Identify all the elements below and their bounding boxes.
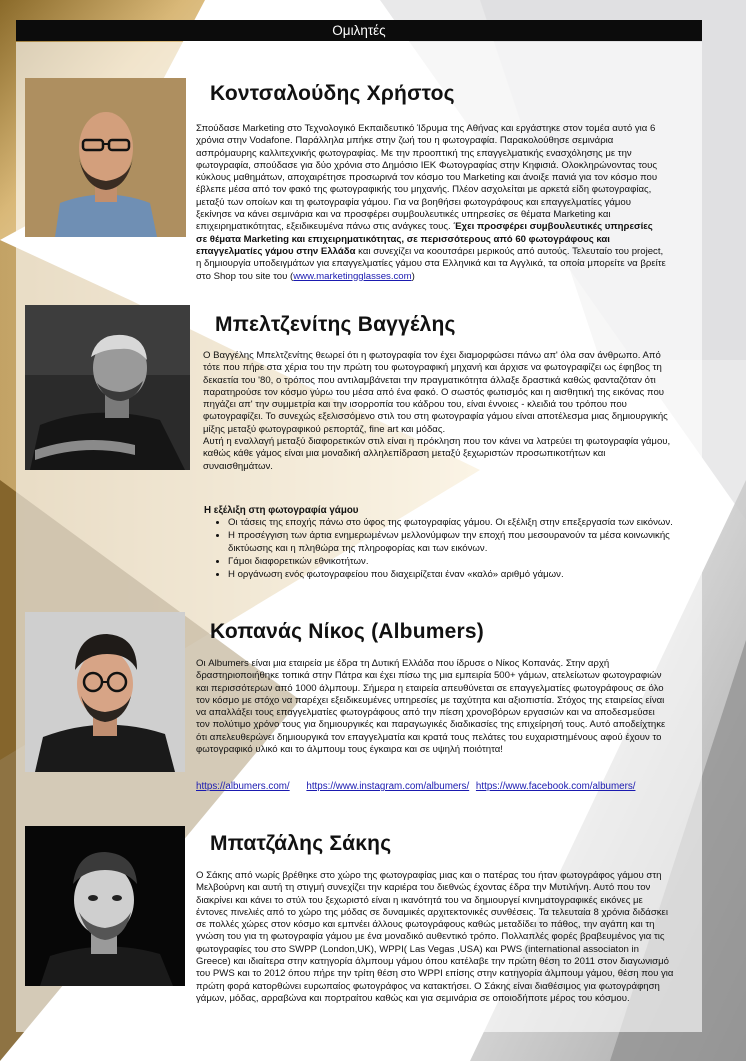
speaker-links — [196, 781, 649, 792]
speaker-photo-kontsaloudis — [25, 78, 186, 237]
bio-text: Αυτή η εναλλαγή μεταξύ διαφορετικών στιλ είναι η πρόκληση που τον κάνει να λατρεύει τη φωτογραφία γάμου, καθώς κάθε γάμος είναι μια μοναδική αλληλεπίδραση μεταξύ ξεχωριστών προσωπικοτήτων και συναισθημάτων. — [203, 436, 671, 472]
bio-text: ) — [411, 270, 415, 282]
list-item: • Η προσέγγιση των άρτια ενημερωμένων μελλονύμφων την εποχή που μεσουρανούν τα μέσα κοινωνικής δικτύωσης και η πληθώρα της πληροφορίας και των εικόνων. — [228, 530, 682, 555]
page-title: Ομιλητές — [16, 20, 702, 41]
speaker-name: Μπατζάλης Σάκης — [210, 832, 392, 855]
speaker-bio: Ο Σάκης από νωρίς βρέθηκε στο χώρο της φωτογραφίας μιας και ο πατέρας του ήταν φωτογράφος γάμου στη Μελβούρνη και αυτή τη στιγμή συνεχίζει την καριέρα του διεθνώς έχοντας έδρα την Μυτιλήνη. Αυτό που τον διακρίνει και κάνει το στύλ του ξεχωριστό είναι η ικανότητά του να δημιουργεί κινηματογραφικές εικόνες με έντονες πινελιές από το χώρο της μόδας σε δυναμικές αρχιτεκτονικές συνθέσεις. Τα τελευταία 8 χρόνια διδάσκει σε πολλές χώρες στον κόσμο και εμπνέει άλλους φωτογράφους καθώς μεταδίδει το πάθος, την αγάπη και τη γνώση του για τη φωτογραφία γάμου με ένα μοναδικό αυθεντικό τρόπο. Πολλαπλές φορές βραβευμένος για τις φωτογραφίες του στο SWPP (London,UK), WPPI( Las Vegas ,USA) και PWS (international associaton in Greece) και ιδιαίτερα στην κατηγορία άλμπουμ γάμου όπου κατέλαβε την πρώτη θέση το 2011 στον διαγωνισμό του PWS και το 2012 όπου πήρε την τρίτη θέση στο WPPI επίσης στην κατηγορία άλμπουμ γάμου, θέση που για πρώτη φορά κατορθώνει ευρωπαίος φωτογράφος να κατακτήσει. Ο Σάκης είναι διαθέσιμος για φωτογράφηση γάμων, μόδας, αρραβώνα και πορτραίτου καθώς και για σεμινάρια σε οποιοδήποτε μέρος του κόσμου. — [196, 870, 674, 1004]
speaker-name: Κοπανάς Νίκος (Albumers) — [210, 620, 484, 643]
speaker-photo-batzalis — [25, 826, 185, 986]
speaker-photo-beltzenitis — [25, 305, 190, 470]
bio-text: και συνεχίζει να κοουτσάρει μερικούς από αυτούς. Τελευταίο του project, η δημιουργία υποδειγμάτων για επαγγελματίες γάμου στα Ελληνικά και τα Αγγλικά, τα οποία μπορείτε να βρείτε στο Shop του site του ( — [196, 245, 666, 282]
speaker-name: Μπελτζενίτης Βαγγέλης — [215, 313, 456, 336]
website-link[interactable]: www.marketingglasses.com — [293, 270, 412, 282]
speaker-bio — [196, 123, 666, 283]
topic-list — [214, 517, 682, 582]
facebook-link[interactable]: https://www.facebook.com/albumers/ — [475, 781, 636, 792]
speaker-bio — [203, 350, 673, 473]
list-item: • Γάμοι διαφορετικών εθνικοτήτων. — [228, 556, 682, 568]
instagram-link[interactable]: https://www.instagram.com/albumers/ — [306, 781, 470, 792]
bio-highlight: Έχει προσφέρει συμβουλευτικές υπηρεσίες σε θέματα Marketing και επιχειρηματικότητας, σε περισσότερους από 60 φωτογράφους και επαγγελματίες γάμου στην Ελλάδα — [196, 221, 653, 257]
topic-heading: Η εξέλιξη στη φωτογραφία γάμου — [204, 505, 359, 516]
albumers-website-link[interactable]: https://albumers.com/ — [196, 781, 290, 792]
list-item: • Οι τάσεις της εποχής πάνω στο ύφος της φωτογραφίας γάμου. Οι εξέλιξη στην επεξεργασία των εικόνων. — [228, 517, 682, 529]
list-item: • Η οργάνωση ενός φωτογραφείου που διαχειρίζεται έναν «καλό» αριθμό γάμων. — [228, 569, 682, 581]
speaker-bio: Οι Albumers είναι μια εταιρεία με έδρα τη Δυτική Ελλάδα που ίδρυσε ο Νίκος Κοπανάς. Στην αρχή δραστηριοποιήθηκε τοπικά στην Πάτρα και έχει πίσω της μια εμπειρία 500+ γάμων, ατελείωτων φωτογραφιών και περισσότερων από 1000 άλμπουμ. Σήμερα η εταιρεία απευθύνεται σε επαγγελματίες φωτογράφους σε όλο τον κόσμο με στόχο να παρέχει εξειδικευμένες υπηρεσίες με ταχύτητα και αξιοπιστία. Στόχος της εταιρείας είναι να απαλλάξει τους επαγγελματίες φωτογράφους από την πίεση χρονοβόρων εργασιών και να αποδεσμεύσει τον πολύτιμο χρόνο τους για δημιουργικές και παραγωγικές διαδικασίες της επιχείρησή τους. Αυτό αποδείχτηκε ότι απελευθερώνει δημιουργικά τον επαγγελματία και κρατά τους πελάτες του ευχαριστημένους αφού έχουν το φωτογραφικό υλικό και το άλμπουμ τους έγκαιρα και σε υψηλή ποιότητα! — [196, 658, 666, 756]
bio-text: Σπούδασε Marketing στο Τεχνολογικό Εκπαιδευτικό Ίδρυμα της Αθήνας και εργάστηκε στον τομέα αυτό για 6 χρόνια στην Vodafone. Παράλληλα μπήκε στην ζωή του η φωτογραφία. Παρακολούθησε σεμινάρια ασπρόμαυρης καλλιτεχνικής φωτογραφίας. Με την προοπτική της επαγγελματικής ενασχόλησης με την φωτογραφία, σπούδασε για δύο χρόνια στο Δημόσιο ΙΕΚ Φωτογραφίας στην Κηφισιά. Ολοκληρώνοντας τους κύκλους μαθημάτων, αποχαιρέτησε προσωρινά τον κόσμο του Marketing και άνοιξε πανιά για τον κόσμο που έβλεπε μέσα από τον φακό της φωτογραφικής του μηχανής. Πλέον ασχολείται με αρκετά είδη φωτογραφίας, μεταξύ των οποίων και τη φωτογραφία γάμου. Για να βοηθήσει φωτογράφους και επαγγελματίες γάμου ξεκίνησε να κάνει σεμινάρια και να προσφέρει συμβουλευτικές υπηρεσίες σε θέματα Marketing και επιχειρηματικότητας, εξειδικευμένα πάνω στις ανάγκες τους. — [196, 123, 658, 233]
bio-text: Ο Βαγγέλης Μπελτζενίτης θεωρεί ότι η φωτογραφία τον έχει διαμορφώσει πάνω απ' όλα σαν άνθρωπο. Από τότε που πήρε στα χέρια του την πρώτη του φωτογραφική μηχανή και άρχισε να φωτογραφίζει ως έφηβος τη δεκαετία του '80, ο τρόπος που αντιλαμβάνεται την πραγματικότητα άλλαξε δραστικά καθώς φανταζόταν ότι παρατηρούσε τον κόσμο γύρω του μέσα από ένα φακό. Ο σωστός φωτισμός και η αισθητική της εικόνας που πηγάζει απ' την συμμετρία και την ισορροπία του κάδρου του, είναι έννοιες - κλειδιά του τρόπου που φωτογραφίζει. Το συνεχώς εξελισσόμενο στιλ του στη φωτογραφία γάμου είναι αποτέλεσμα μιας δημιουργικής μίξης μεταξύ φωτογραφικού ρεπορτάζ, fine art και μόδας. — [203, 350, 668, 435]
speaker-name: Κοντσαλούδης Χρήστος — [210, 82, 455, 105]
speaker-photo-kopanas — [25, 612, 185, 772]
